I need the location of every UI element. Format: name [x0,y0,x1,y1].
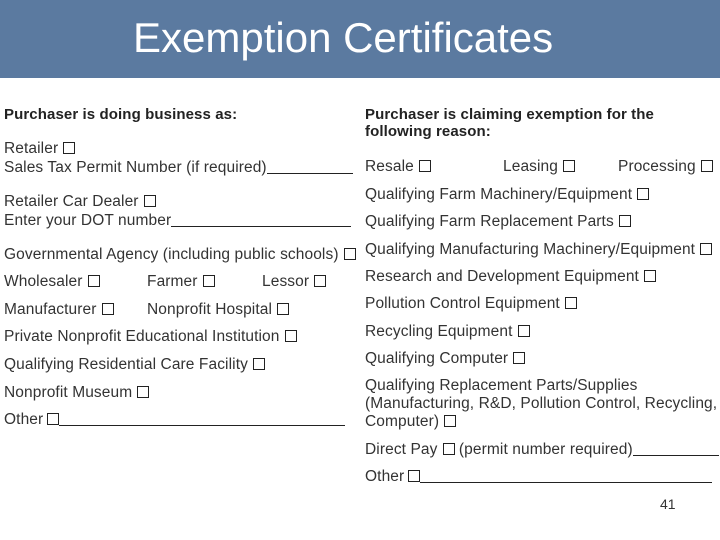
option-label: Other [4,411,44,428]
option-label: Other [365,468,405,485]
option-label: Nonprofit Museum [4,384,133,401]
right-header-line2: following reason: [365,123,491,140]
option-dot-number [4,212,351,230]
checkbox[interactable] [137,386,149,398]
option-label: Qualifying Residential Care Facility [4,356,248,373]
slide-title: Exemption Certificates [133,14,554,61]
option-farm-machinery [365,186,649,204]
checkbox[interactable] [419,160,431,172]
option-label: Private Nonprofit Educational Institution [4,328,280,345]
option-manufacturer [4,301,114,319]
option-label: Qualifying Manufacturing Machinery/Equipment [365,241,696,258]
checkbox[interactable] [88,275,100,287]
option-label: Nonprofit Hospital [147,301,272,318]
permit-note: (permit number required) [458,441,633,458]
checkbox[interactable] [285,330,297,342]
option-label: Computer) [365,413,440,430]
title-bar [0,0,720,78]
checkbox[interactable] [277,303,289,315]
option-other-left [4,411,345,429]
option-governmental [4,246,356,264]
option-nonprofit-hospital [147,301,289,319]
checkbox[interactable] [701,160,713,172]
option-replacement-line3 [365,413,456,431]
checkbox[interactable] [700,243,712,255]
option-label: Direct Pay [365,441,438,458]
text-blank[interactable] [59,411,345,426]
option-label: Qualifying Farm Machinery/Equipment [365,186,633,203]
option-computer [365,350,525,368]
checkbox[interactable] [444,415,456,427]
checkbox[interactable] [314,275,326,287]
text-blank[interactable] [420,468,712,483]
right-header-line1: Purchaser is claiming exemption for the [365,106,654,123]
option-label: Leasing [503,158,558,175]
checkbox[interactable] [443,443,455,455]
option-label: Research and Development Equipment [365,268,639,285]
left-header: Purchaser is doing business as: [4,106,238,123]
option-label: Qualifying Farm Replacement Parts [365,213,614,230]
text-blank[interactable] [267,159,353,174]
checkbox[interactable] [47,413,59,425]
option-other-right [365,468,712,486]
checkbox[interactable] [253,358,265,370]
option-label: Lessor [262,273,310,290]
checkbox[interactable] [563,160,575,172]
option-label: Sales Tax Permit Number (if required) [4,159,267,176]
option-private-nonprofit-edu [4,328,297,346]
checkbox[interactable] [144,195,156,207]
option-label: Retailer Car Dealer [4,193,139,210]
option-replacement-line1: Qualifying Replacement Parts/Supplies [365,377,638,394]
option-label: Enter your DOT number [4,212,172,229]
option-resale [365,158,431,176]
option-label: Qualifying Computer [365,350,509,367]
option-mfg-machinery [365,241,712,259]
text-blank[interactable] [633,441,719,456]
option-label: Wholesaler [4,273,83,290]
option-residential-care [4,356,265,374]
option-leasing [503,158,575,176]
option-replacement-line2: (Manufacturing, R&D, Pollution Control, Recycling, [365,395,718,412]
option-pollution-control [365,295,577,313]
option-processing [618,158,713,176]
option-sales-tax-permit [4,159,353,177]
checkbox[interactable] [203,275,215,287]
checkbox[interactable] [513,352,525,364]
option-label: Pollution Control Equipment [365,295,560,312]
checkbox[interactable] [637,188,649,200]
option-farm-replacement [365,213,631,231]
text-blank[interactable] [171,212,351,227]
checkbox[interactable] [102,303,114,315]
checkbox[interactable] [344,248,356,260]
option-wholesaler [4,273,100,291]
checkbox[interactable] [644,270,656,282]
option-label: Farmer [147,273,198,290]
option-label: Governmental Agency (including public schools) [4,246,339,263]
option-rd-equipment [365,268,656,286]
option-lessor [262,273,326,291]
checkbox[interactable] [619,215,631,227]
option-label: Recycling Equipment [365,323,513,340]
option-recycling [365,323,530,341]
option-nonprofit-museum [4,384,149,402]
option-farmer [147,273,215,291]
checkbox[interactable] [518,325,530,337]
checkbox[interactable] [408,470,420,482]
option-retailer-car-dealer [4,193,156,211]
option-direct-pay [365,441,719,459]
checkbox[interactable] [63,142,75,154]
checkbox[interactable] [565,297,577,309]
option-label: Manufacturer [4,301,97,318]
option-label: Resale [365,158,414,175]
option-label: Processing [618,158,696,175]
page-number: 41 [660,496,676,512]
option-retailer [4,140,75,158]
option-label: Retailer [4,140,59,157]
